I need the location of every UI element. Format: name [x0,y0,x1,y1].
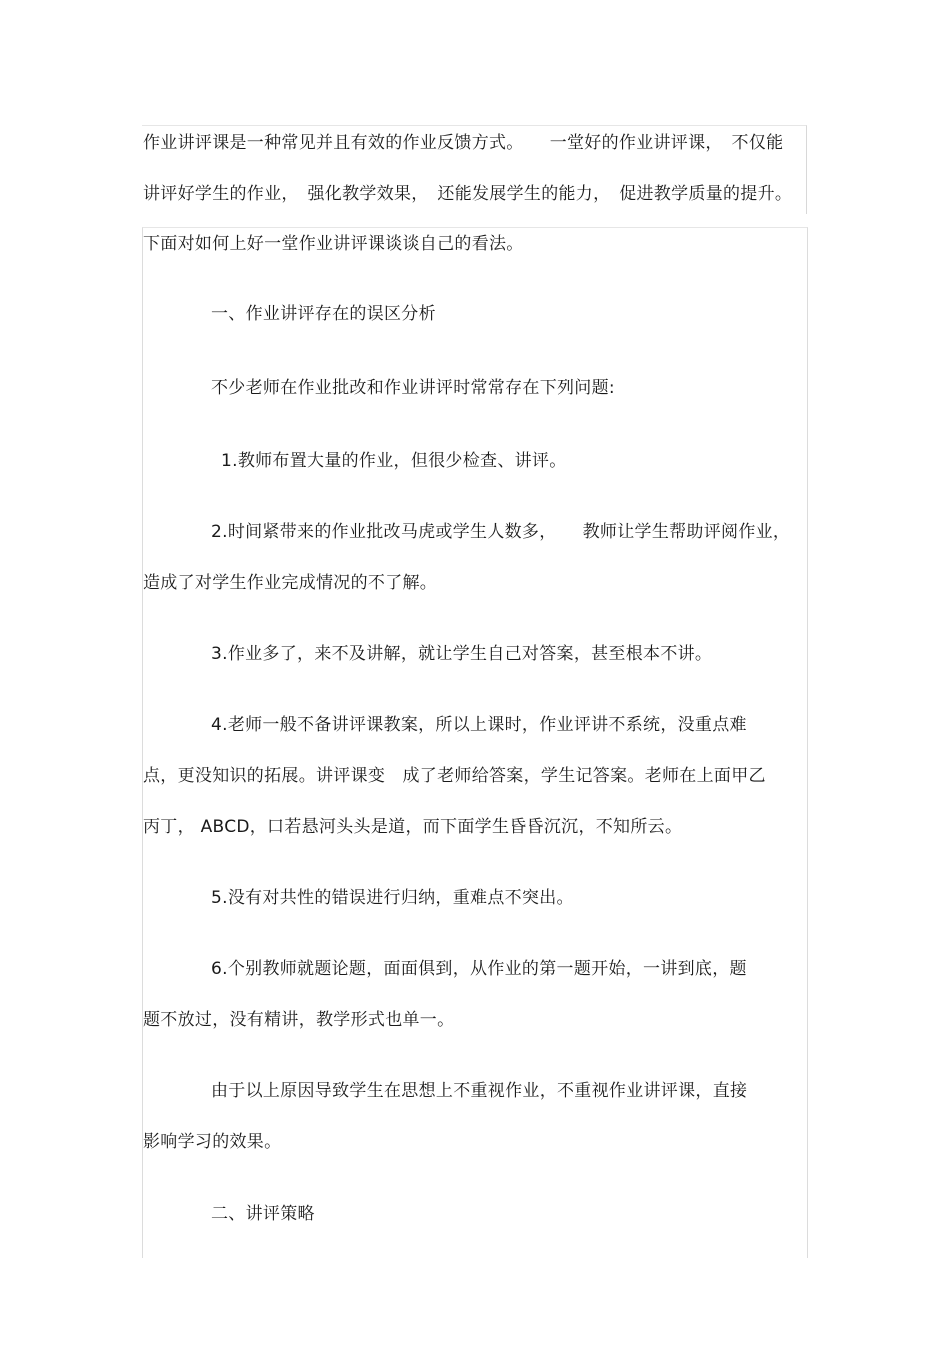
conclusion-line-2: 影响学习的效果。 [143,1132,282,1152]
intro-line-1: 作业讲评课是一种常见并且有效的作业反馈方式。 一堂好的作业讲评课， 不仅能 [143,133,784,153]
intro-line-3: 下面对如何上好一堂作业讲评课谈谈自己的看法。 [143,234,524,254]
list-item-3: 3.作业多了，来不及讲解，就让学生自己对答案，甚至根本不讲。 [211,644,713,664]
list-item-6-line-2: 题不放过，没有精讲，教学形式也单一。 [143,1010,455,1030]
conclusion-line-1: 由于以上原因导致学生在思想上不重视作业，不重视作业讲评课，直接 [211,1081,748,1101]
list-item-4-line-2: 点，更没知识的拓展。讲评课变 成了老师给答案，学生记答案。老师在上面甲乙 [143,766,766,786]
list-item-6-line-1: 6.个别教师就题论题，面面俱到，从作业的第一题开始，一讲到底，题 [211,959,747,979]
section1-lead: 不少老师在作业批改和作业讲评时常常存在下列问题: [211,378,615,398]
list-item-2-line-1: 2.时间紧带来的作业批改马虎或学生人数多， 教师让学生帮助评阅作业， [211,522,791,542]
list-item-2-line-2: 造成了对学生作业完成情况的不了解。 [143,573,438,593]
intro-line-2: 讲评好学生的作业， 强化教学效果， 还能发展学生的能力， 促进教学质量的提升。 [143,184,793,204]
section2-heading: 二、讲评策略 [211,1204,315,1224]
list-item-4-line-1: 4.老师一般不备讲评课教案，所以上课时，作业评讲不系统，没重点难 [211,715,747,735]
list-item-1: 1.教师布置大量的作业，但很少检查、讲评。 [221,451,567,471]
list-item-4-line-3: 丙丁， ABCD，口若悬河头头是道，而下面学生昏昏沉沉，不知所云。 [143,817,683,837]
list-item-5: 5.没有对共性的错误进行归纳，重难点不突出。 [211,888,574,908]
section1-heading: 一、作业讲评存在的误区分析 [211,304,436,324]
